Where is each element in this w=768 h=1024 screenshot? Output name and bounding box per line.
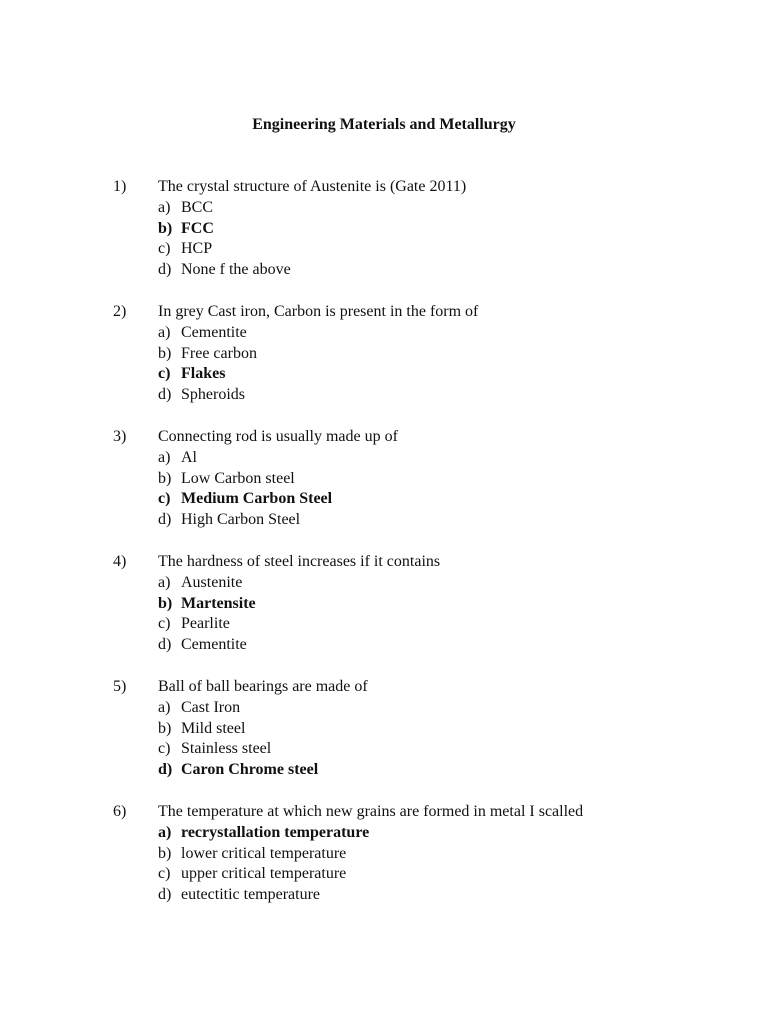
question-number: 3) xyxy=(113,428,127,445)
option-text: Cast Iron xyxy=(181,699,241,716)
option-letter: d) xyxy=(158,511,172,529)
question-number: 6) xyxy=(113,803,127,820)
option-letter: a) xyxy=(158,574,171,591)
option-text: recrystallation temperature xyxy=(181,824,370,841)
option-letter: a) xyxy=(158,449,171,466)
answer-option-correct xyxy=(113,364,733,385)
option-text: lower critical temperature xyxy=(181,844,347,862)
answer-option xyxy=(113,739,733,760)
option-letter: b) xyxy=(158,219,173,237)
question-row xyxy=(113,301,733,323)
answer-option-correct xyxy=(113,594,733,615)
option-text: Cementite xyxy=(181,636,247,654)
answer-option xyxy=(113,864,733,885)
answer-option xyxy=(113,344,733,365)
answer-option xyxy=(113,198,733,219)
option-letter: b) xyxy=(158,719,172,737)
option-letter: a) xyxy=(158,199,171,216)
answer-option xyxy=(113,573,733,594)
answer-option xyxy=(113,719,733,740)
option-text: High Carbon Steel xyxy=(181,511,301,529)
question-row xyxy=(113,176,733,198)
option-text: HCP xyxy=(181,240,213,258)
answer-option-correct xyxy=(113,219,733,240)
question-number: 4) xyxy=(113,553,127,570)
question-text: Connecting rod is usually made up of xyxy=(158,428,398,445)
question-block xyxy=(113,301,733,406)
question-text: The hardness of steel increases if it contains xyxy=(158,553,441,570)
option-letter: c) xyxy=(158,365,171,383)
option-text: Mild steel xyxy=(181,719,246,737)
option-text: Caron Chrome steel xyxy=(181,761,319,779)
question-row xyxy=(113,801,733,823)
question-text: In grey Cast iron, Carbon is present in the form of xyxy=(158,303,479,320)
question-block xyxy=(113,676,733,781)
option-text: Flakes xyxy=(181,365,226,383)
option-text: Free carbon xyxy=(181,344,257,362)
answer-option xyxy=(113,844,733,865)
question-row xyxy=(113,551,733,573)
option-text: Spheroids xyxy=(181,386,245,404)
option-text: upper critical temperature xyxy=(181,865,347,883)
option-letter: d) xyxy=(158,261,172,279)
option-letter: c) xyxy=(158,240,171,258)
option-letter: a) xyxy=(158,324,171,341)
option-text: None f the above xyxy=(181,261,291,279)
question-text: The temperature at which new grains are formed in metal I scalled xyxy=(158,803,584,820)
option-letter: c) xyxy=(158,490,171,508)
answer-option xyxy=(113,323,733,344)
answer-option-correct xyxy=(113,489,733,510)
option-text: Medium Carbon Steel xyxy=(181,490,333,508)
option-text: eutectitic temperature xyxy=(181,886,321,904)
question-number: 2) xyxy=(113,303,127,320)
page-title: Engineering Materials and Metallurgy xyxy=(252,116,516,133)
option-letter: d) xyxy=(158,386,172,404)
answer-option xyxy=(113,510,733,531)
option-letter: d) xyxy=(158,636,172,654)
option-text: Cementite xyxy=(181,324,247,341)
option-letter: b) xyxy=(158,344,172,362)
option-text: Stainless steel xyxy=(181,740,272,758)
option-text: BCC xyxy=(181,199,214,216)
option-text: Austenite xyxy=(181,574,243,591)
answer-option xyxy=(113,885,733,906)
option-letter: b) xyxy=(158,594,173,612)
option-text: Martensite xyxy=(181,594,256,612)
question-row xyxy=(113,426,733,448)
answer-option xyxy=(113,448,733,469)
question-row xyxy=(113,676,733,698)
option-text: FCC xyxy=(181,219,214,237)
option-letter: c) xyxy=(158,615,171,633)
option-letter: d) xyxy=(158,886,172,904)
option-letter: c) xyxy=(158,865,171,883)
question-block xyxy=(113,176,733,281)
answer-option xyxy=(113,260,733,281)
question-block xyxy=(113,426,733,531)
option-letter: c) xyxy=(158,740,171,758)
option-letter: a) xyxy=(158,699,171,716)
option-letter: d) xyxy=(158,761,173,779)
answer-option xyxy=(113,635,733,656)
option-letter: a) xyxy=(158,824,172,841)
question-block xyxy=(113,551,733,656)
question-number: 5) xyxy=(113,678,127,695)
answer-option xyxy=(113,239,733,260)
answer-option xyxy=(113,385,733,406)
question-text: Ball of ball bearings are made of xyxy=(158,678,368,695)
question-block xyxy=(113,801,733,906)
answer-option-correct xyxy=(113,760,733,781)
question-number: 1) xyxy=(113,178,127,195)
answer-option xyxy=(113,698,733,719)
option-letter: b) xyxy=(158,469,172,487)
option-letter: b) xyxy=(158,844,172,862)
option-text: Al xyxy=(181,449,197,466)
answer-option xyxy=(113,469,733,490)
answer-option-correct xyxy=(113,823,733,844)
option-text: Low Carbon steel xyxy=(181,469,295,487)
answer-option xyxy=(113,614,733,635)
option-text: Pearlite xyxy=(181,615,230,633)
question-text: The crystal structure of Austenite is (Gate 2011) xyxy=(158,178,467,195)
